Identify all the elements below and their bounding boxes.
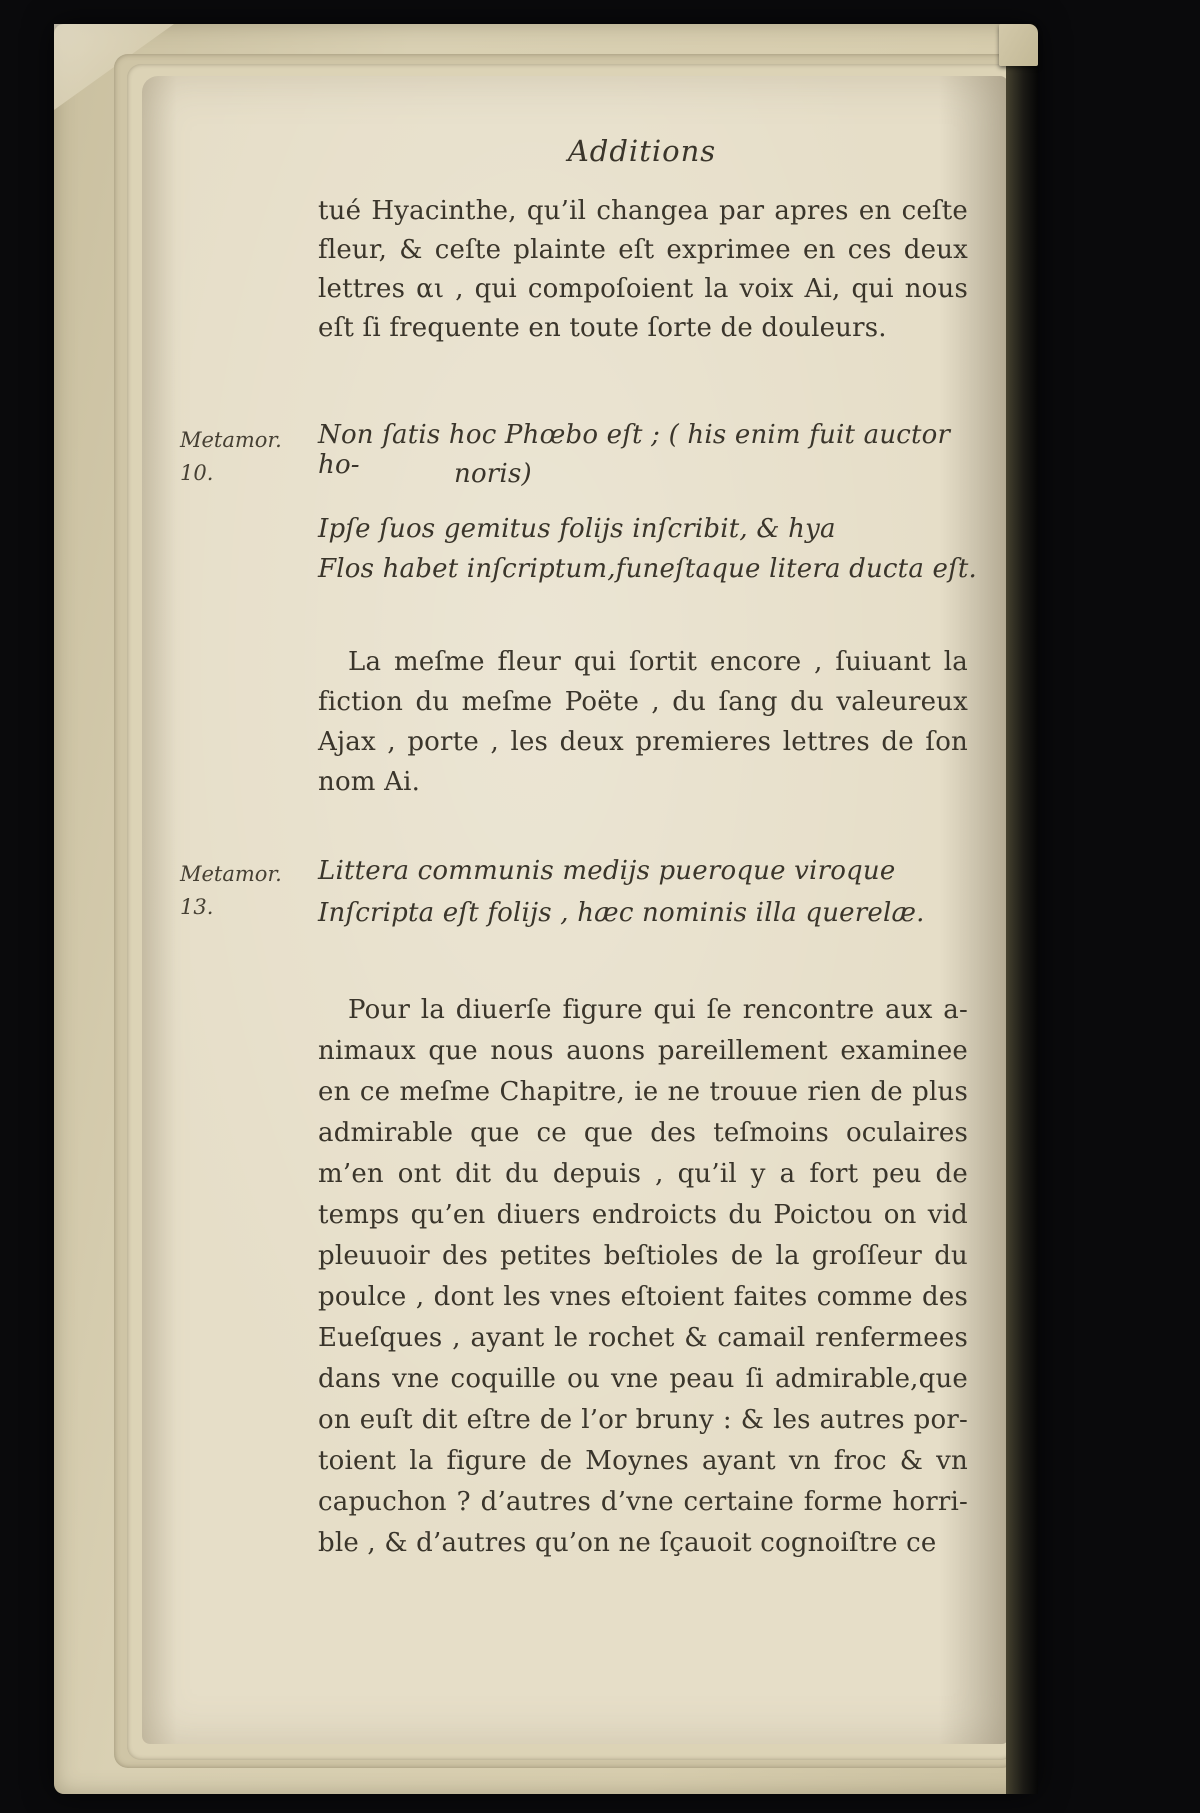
verse-line: Inſcripta eſt folijs , hæc nominis illa querelæ. xyxy=(318,898,925,928)
text-line: pleuuoir des petites beſtioles de la groſſeur du xyxy=(318,1241,968,1271)
margin-note-work: Metamor. xyxy=(180,428,282,452)
text-line: capuchon ? d’autres d’vne certaine forme horri- xyxy=(318,1487,968,1517)
verse-line: Flos habet inſcriptum,funeſtaque litera ducta eſt. xyxy=(318,554,978,584)
text-line: temps qu’en diuers endroicts du Poictou on vid xyxy=(318,1200,968,1230)
text-line: fiction du meſme Poëte , du ſang du valeureux xyxy=(318,687,968,717)
text-line: poulce , dont les vnes eſtoient faites comme des xyxy=(318,1282,968,1312)
text-line: ble , & d’autres qu’on ne ſçauoit cognoiſtre ce xyxy=(318,1528,937,1558)
verse-line: Littera communis medijs pueroque viroque xyxy=(318,856,896,886)
text-line: Pour la diuerſe figure qui ſe rencontre aux a- xyxy=(348,995,968,1025)
margin-note-book-no: 10. xyxy=(180,461,214,485)
text-line: dans vne coquille ou vne peau ſi admirable,que xyxy=(318,1364,968,1394)
text-line: tué Hyacinthe, qu’il changea par apres en ceſte xyxy=(318,196,968,226)
verse-line: Ipſe ſuos gemitus folijs inſcribit, & hya xyxy=(318,514,836,544)
body-paragraph-2 xyxy=(318,642,968,802)
verse-line: Non ſatis hoc Phœbo eſt ; ( his enim fuit auctor ho- xyxy=(318,420,951,480)
text-line: toient la figure de Moynes ayant vn froc & vn xyxy=(318,1446,968,1476)
text-line: on euſt dit eſtre de l’or bruny : & les autres por- xyxy=(318,1405,968,1435)
body-paragraph-3 xyxy=(318,990,968,1564)
body-paragraph-1 xyxy=(318,192,968,348)
verse-line: noris) xyxy=(454,459,532,489)
text-line: en ce meſme Chapitre, ie ne trouue rien de plus xyxy=(318,1077,968,1107)
text-line: La meſme fleur qui ſortit encore , ſuiuant la xyxy=(348,647,968,677)
text-line: lettres αι , qui compoſoient la voix Ai, qui nous xyxy=(318,274,968,304)
text-line: admirable que ce que des teſmoins oculaires xyxy=(318,1118,968,1148)
margin-note-metamor-10 xyxy=(180,424,315,490)
margin-note-book-no: 13. xyxy=(180,895,214,919)
running-header: Additions xyxy=(567,134,717,168)
text-line: m’en ont dit du depuis , qu’il y a fort peu de xyxy=(318,1159,968,1189)
book-page xyxy=(142,76,1008,1744)
margin-note-work: Metamor. xyxy=(180,862,282,886)
margin-note-metamor-13 xyxy=(180,858,315,924)
book-gutter-shadow xyxy=(1006,24,1038,1794)
text-line: Eueſques , ayant le rochet & camail renfermees xyxy=(318,1323,968,1353)
text-line: nimaux que nous auons pareillement examinee xyxy=(318,1036,968,1066)
cover-corner-tab xyxy=(999,24,1038,66)
text-line: fleur, & ceſte plainte eſt exprimee en ces deux xyxy=(318,235,968,265)
text-line: nom Ai. xyxy=(318,767,421,797)
text-line: eſt ſi frequente en toute ſorte de douleurs. xyxy=(318,313,887,343)
text-line: Ajax , porte , les deux premieres lettres de ſon xyxy=(318,727,968,757)
